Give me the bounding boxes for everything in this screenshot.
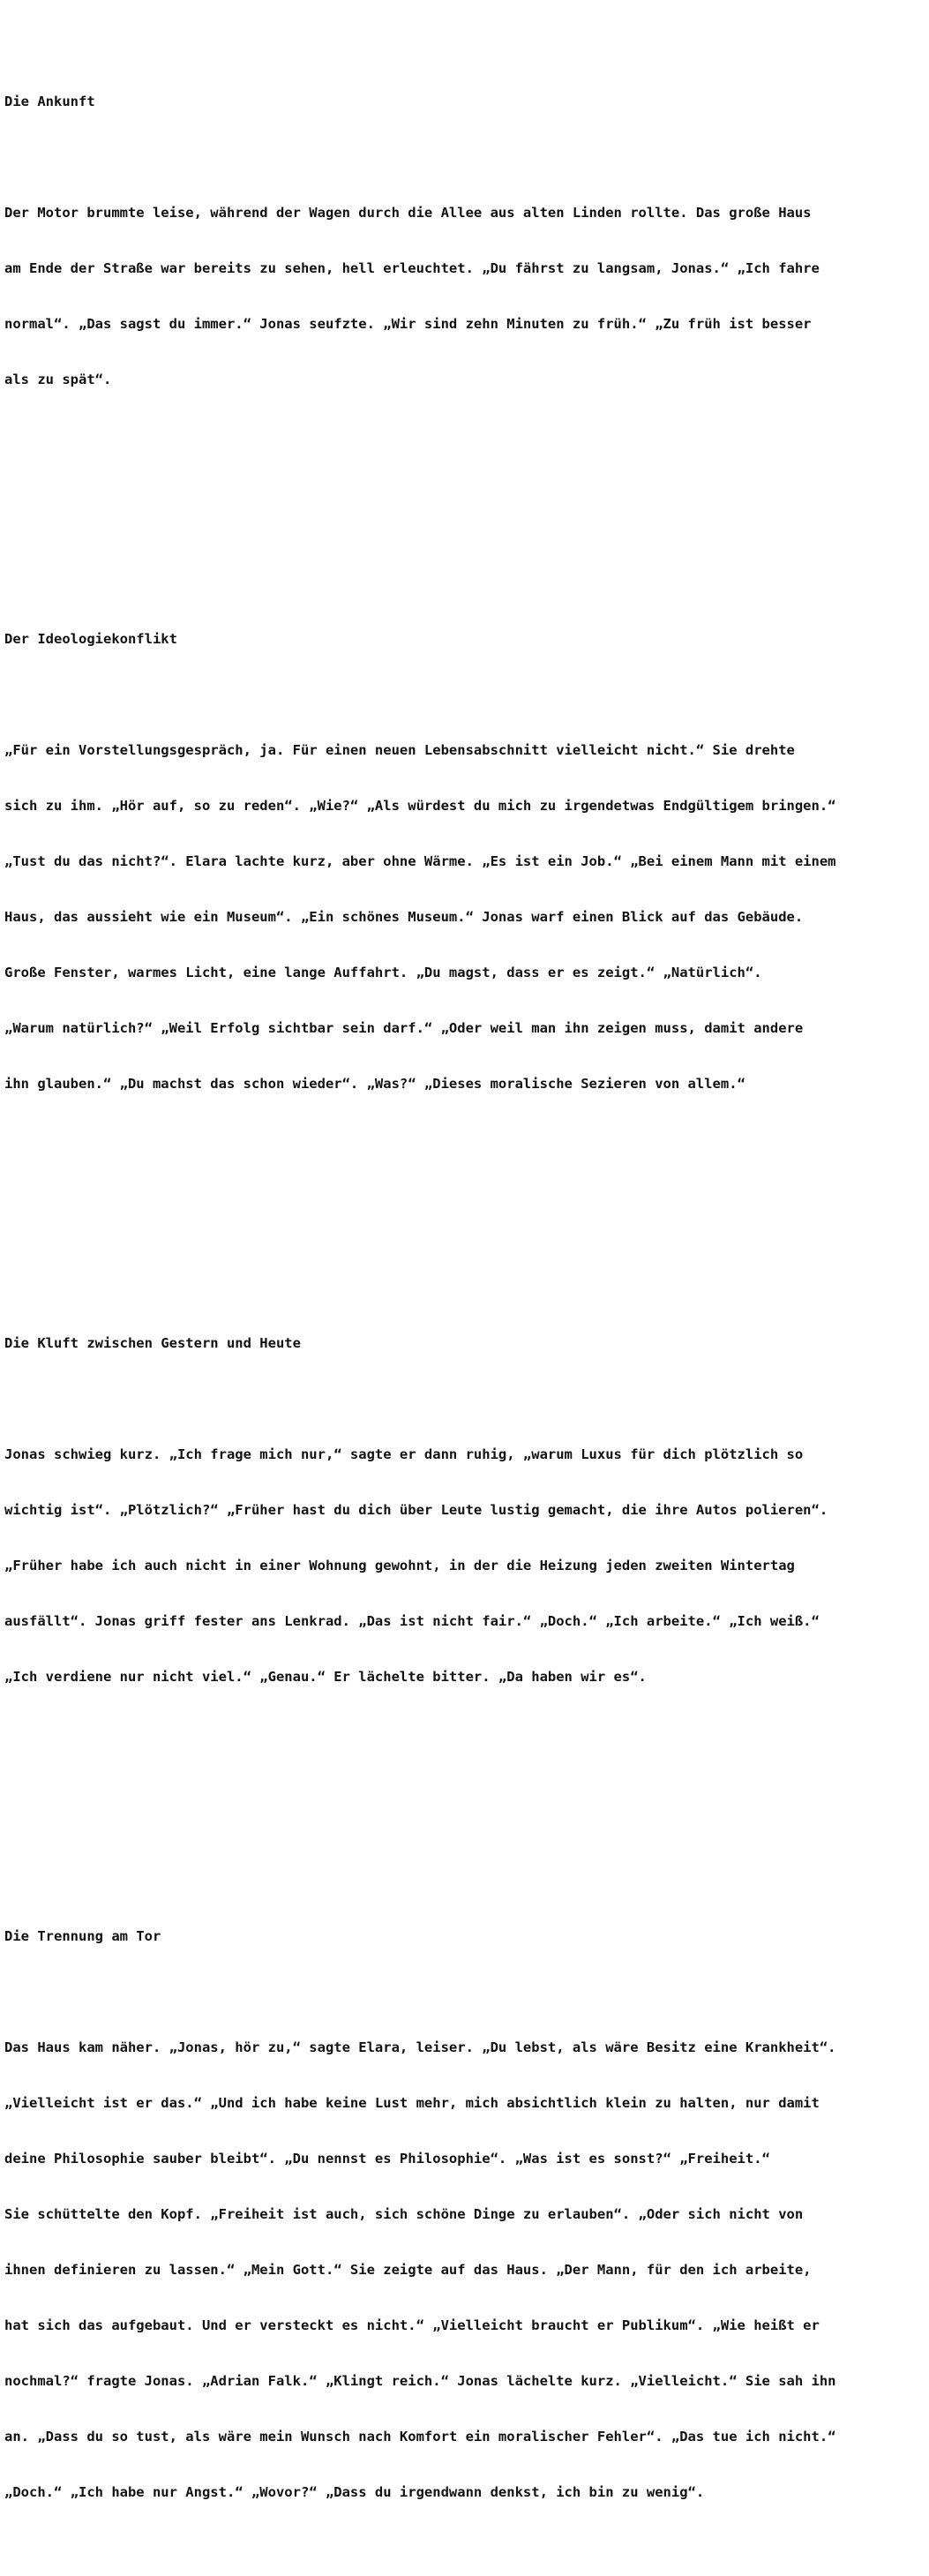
paragraph-line: Das Haus kam näher. „Jonas, hör zu,“ sagte Elara, leiser. „Du lebst, als wäre Besitz eine Krankheit“. — [4, 2039, 836, 2055]
paragraph-line: Jonas schwieg kurz. „Ich frage mich nur,“ sagte er dann ruhig, „warum Luxus für dich plötzlich so — [4, 1446, 804, 1462]
spacer — [4, 482, 929, 500]
paragraph-line: „Tust du das nicht?“. Elara lachte kurz, aber ohne Wärme. „Es ist ein Job.“ „Bei einem Mann mit einem — [4, 853, 836, 869]
paragraph-line: nochmal?“ fragte Jonas. „Adrian Falk.“ „Klingt reich.“ Jonas lächelte kurz. „Vielleicht.“ Sie sah ihn — [4, 2373, 836, 2389]
paragraph-line: Große Fenster, warmes Licht, eine lange Auffahrt. „Du magst, dass er es zeigt.“ „Natürlich“. — [4, 965, 762, 980]
section-heading: Die Ankunft — [4, 94, 95, 109]
paragraph-line: „Vielleicht ist er das.“ „Und ich habe keine Lust mehr, mich absichtlich klein zu halten, nur damit — [4, 2095, 820, 2111]
section-heading: Der Ideologiekonflikt — [4, 631, 177, 647]
paragraph-line: „Für ein Vorstellungsgespräch, ja. Für einen neuen Lebensabschnitt vielleicht nicht.“ Sie drehte — [4, 742, 795, 758]
paragraph-line: deine Philosophie sauber bleibt“. „Du nennst es Philosophie“. „Was ist es sonst?“ „Freiheit.“ — [4, 2151, 770, 2167]
paragraph-line: „Früher habe ich auch nicht in einer Wohnung gewohnt, in der die Heizung jeden zweiten Wintertag — [4, 1558, 795, 1573]
paragraph-line: an. „Dass du so tust, als wäre mein Wunsch nach Komfort ein moralischer Fehler“. „Das tue ich nicht.“ — [4, 2429, 836, 2445]
paragraph-line: Haus, das aussieht wie ein Museum“. „Ein schönes Museum.“ Jonas warf einen Blick auf das Gebäude. — [4, 909, 804, 925]
paragraph-line: Sie schüttelte den Kopf. „Freiheit ist auch, sich schöne Dinge zu erlauben“. „Oder sich nicht von — [4, 2206, 804, 2222]
paragraph-line: normal“. „Das sagst du immer.“ Jonas seufzte. „Wir sind zehn Minuten zu früh.“ „Zu früh ist besser — [4, 316, 812, 332]
paragraph-line: sich zu ihm. „Hör auf, so zu reden“. „Wie?“ „Als würdest du mich zu irgendetwas Endgültigem bringen.“ — [4, 798, 836, 814]
spacer — [4, 148, 929, 167]
spacer — [4, 426, 929, 445]
paragraph-line: am Ende der Straße war bereits zu sehen, hell erleuchtet. „Du fährst zu langsam, Jonas.“ „Ich fahre — [4, 260, 820, 276]
section-gap-yesterday-today — [4, 1297, 929, 1835]
spacer — [4, 1186, 929, 1205]
spacer — [4, 1724, 929, 1742]
spacer — [4, 1130, 929, 1149]
paragraph-line: ihnen definieren zu lassen.“ „Mein Gott.“ Sie zeigte auf das Haus. „Der Mann, für den ich arbeite, — [4, 2262, 812, 2278]
paragraph-line: ihn glauben.“ „Du machst das schon wieder“. „Was?“ „Dieses moralische Sezieren von allem.“ — [4, 1076, 745, 1092]
spacer — [4, 1983, 929, 2001]
paragraph-line: wichtig ist“. „Plötzlich?“ „Früher hast du dich über Leute lustig gemacht, die ihre Autos polieren“. — [4, 1502, 828, 1518]
paragraph-line: ausfällt“. Jonas griff fester ans Lenkrad. „Das ist nicht fair.“ „Doch.“ „Ich arbeite.“ „Ich weiß.“ — [4, 1613, 820, 1629]
paragraph-line: „Warum natürlich?“ „Weil Erfolg sichtbar sein darf.“ „Oder weil man ihn zeigen muss, damit andere — [4, 1020, 804, 1036]
paragraph-line: „Ich verdiene nur nicht viel.“ „Genau.“ Er lächelte bitter. „Da haben wir es“. — [4, 1669, 647, 1685]
section-separation-at-gate — [4, 1890, 929, 2539]
section-heading: Die Trennung am Tor — [4, 1928, 161, 1944]
paragraph-line: hat sich das aufgebaut. Und er versteckt es nicht.“ „Vielleicht braucht er Publikum“. „Wie heißt er — [4, 2317, 820, 2333]
paragraph-line: Der Motor brummte leise, während der Wagen durch die Allee aus alten Linden rollte. Das große Haus — [4, 205, 812, 221]
spacer — [4, 1779, 929, 1798]
paragraph-line: „Doch.“ „Ich habe nur Angst.“ „Wovor?“ „Dass du irgendwann denkst, ich bin zu wenig“. — [4, 2484, 705, 2500]
spacer — [4, 686, 929, 704]
section-ideology-conflict — [4, 593, 929, 1242]
section-arrival — [4, 56, 929, 537]
spacer — [4, 1390, 929, 1408]
section-heading: Die Kluft zwischen Gestern und Heute — [4, 1335, 301, 1351]
paragraph-line: als zu spät“. — [4, 372, 112, 387]
